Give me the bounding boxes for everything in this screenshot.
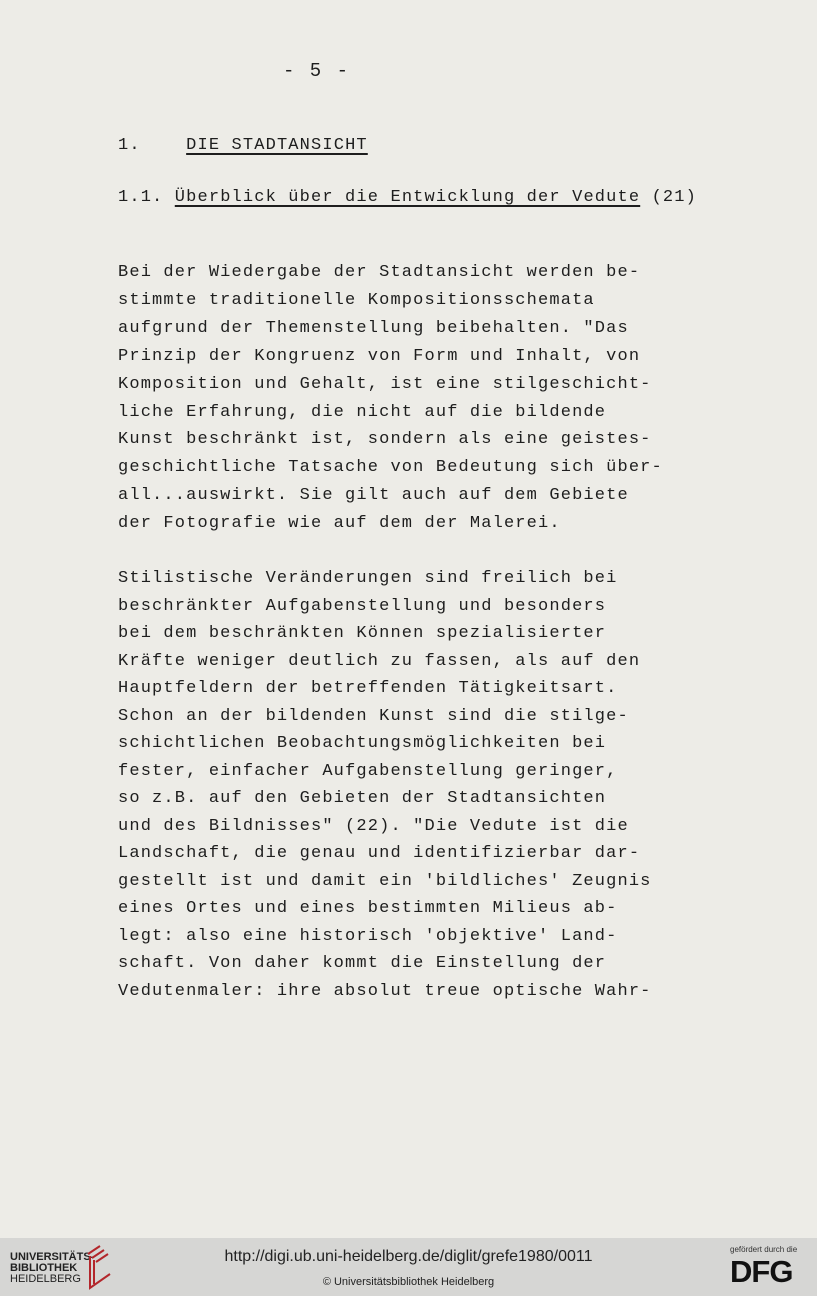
text-line: Prinzip der Kongruenz von Form und Inhalt, von — [118, 346, 641, 366]
text-line: geschichtliche Tatsache von Bedeutung sich über- — [118, 458, 663, 478]
text-line: liche Erfahrung, die nicht auf die bildende — [118, 402, 607, 422]
text-line: fester, einfacher Aufgabenstellung geringer, — [118, 761, 618, 781]
text-line: Kräfte weniger deutlich zu fassen, als auf den — [118, 651, 641, 671]
logo-line: UNIVERSITÄTS- — [10, 1251, 95, 1263]
text-line: bei dem beschränkten Können spezialisierter — [118, 624, 607, 643]
text-line: und des Bildnisses" (22). "Die Vedute ist die — [118, 816, 629, 836]
page-number: - 5 - — [283, 60, 351, 82]
text-line: aufgrund der Themenstellung beibehalten. "Das — [118, 318, 629, 338]
chapter-number: 1. — [118, 136, 141, 155]
text-line: stimmte traditionelle Kompositionsschemata — [118, 290, 595, 310]
text-line: so z.B. auf den Gebieten der Stadtansichten — [118, 789, 607, 808]
text-line: all...auswirkt. Sie gilt auch auf dem Gebiete — [118, 486, 629, 506]
footer-bar — [0, 1238, 817, 1296]
chapter-heading — [118, 136, 368, 156]
permalink-url[interactable]: http://digi.ub.uni-heidelberg.de/diglit/grefe1980/0011 — [224, 1248, 593, 1265]
text-line: Komposition und Gehalt, ist eine stilgeschicht- — [118, 374, 652, 394]
text-line: Stilistische Veränderungen sind freilich bei — [118, 569, 618, 588]
text-line: der Fotografie wie auf dem der Malerei. — [118, 514, 561, 534]
text-line: Schon an der bildenden Kunst sind die stilge- — [118, 706, 629, 726]
logo-line: BIBLIOTHEK — [10, 1262, 78, 1274]
text-line: legt: also eine historisch 'objektive' Land- — [118, 926, 618, 946]
section-footnote-ref: (21) — [651, 188, 697, 207]
dfg-logo[interactable]: DFG — [730, 1254, 793, 1289]
text-line: Bei der Wiedergabe der Stadtansicht werden be- — [118, 263, 641, 282]
text-line: Hauptfeldern der betreffenden Tätigkeitsart. — [118, 679, 618, 698]
text-line: Vedutenmaler: ihre absolut treue optische Wahr- — [118, 981, 652, 1001]
funding-label: gefördert durch die — [730, 1245, 798, 1254]
section-number: 1.1. — [118, 188, 164, 207]
text-line: beschränkter Aufgabenstellung und besonders — [118, 596, 607, 616]
copyright-notice: © Universitätsbibliothek Heidelberg — [322, 1276, 495, 1288]
text-line: gestellt ist und damit ein 'bildliches' Zeugnis — [118, 871, 652, 891]
section-heading — [118, 188, 697, 208]
text-line: schichtlichen Beobachtungsmöglichkeiten bei — [118, 734, 607, 753]
text-line: eines Ortes und eines bestimmten Milieus ab- — [118, 899, 618, 918]
section-title: Überblick über die Entwicklung der Vedute — [174, 188, 641, 207]
logo-line: HEIDELBERG — [10, 1273, 81, 1285]
text-line: Landschaft, die genau und identifizierbar dar- — [118, 844, 641, 863]
text-line: Kunst beschränkt ist, sondern als eine geistes- — [118, 430, 652, 450]
chapter-title: DIE STADTANSICHT — [186, 136, 368, 155]
text-line: schaft. Von daher kommt die Einstellung der — [118, 954, 607, 973]
